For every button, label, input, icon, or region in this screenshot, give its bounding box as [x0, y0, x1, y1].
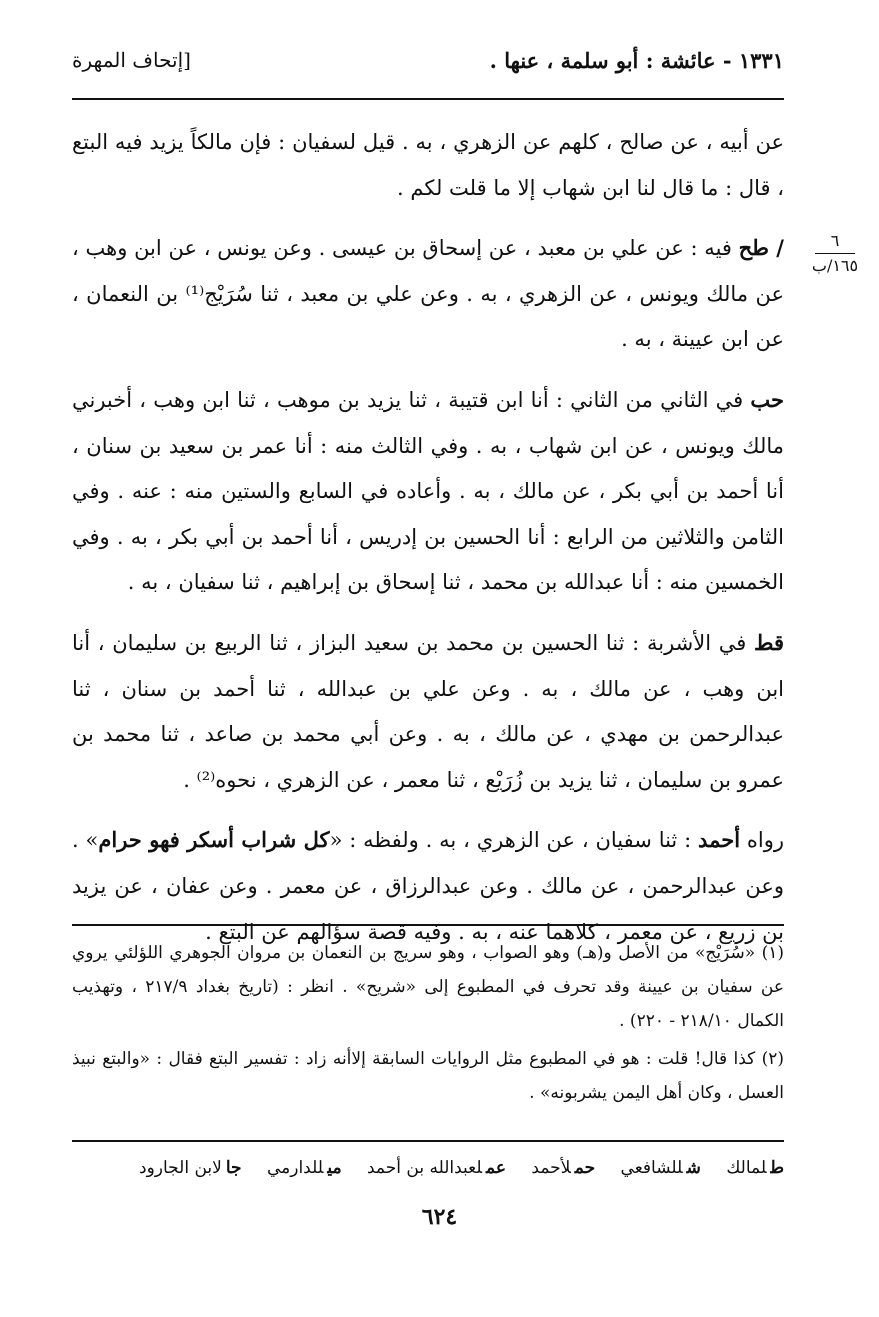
- footnote: (١) «سُرَيْج» من الأصل و(هـ) وهو الصواب ، وهو سريج بن النعمان بن مروان الجوهري اللؤلئي يروي عن سفيان بن عيينة وقد تحرف في المطبوع إلى «شريح» . انظر : (تاريخ بغداد ٢١٧/٩ ، وتهذيب الكمال ٢١٨/١٠ - ٢٢٠) .: [72, 943, 784, 1031]
- header-rule: [72, 98, 784, 100]
- source-name: أحمد: [698, 827, 741, 853]
- abbreviation-item: [531, 1158, 595, 1178]
- paragraph: [72, 120, 784, 211]
- footnote: (٢) كذا قال! قلت : هو في المطبوع مثل الروايات السابقة إلاأنه زاد : تفسير البتع فقال : «والبتع نبيذ العسل ، وكان أهل اليمن يشربونه» .: [72, 1049, 784, 1103]
- abbreviation-code: مي: [327, 1158, 342, 1178]
- paragraph: [72, 620, 784, 803]
- abbreviation-code: ط: [770, 1158, 784, 1178]
- book-title: [إتحاف المهرة: [72, 48, 191, 72]
- paragraph: [72, 377, 784, 606]
- abbreviation-item: [621, 1158, 701, 1178]
- footnote-rule: [72, 924, 784, 926]
- abbreviation-code: ش: [686, 1158, 701, 1178]
- paragraph-text: في الأشربة : ثنا الحسين بن محمد بن سعيد البزاز ، ثنا الربيع بن سليمان ، أنا ابن وهب ، عن مالك ، به . وعن علي بن عبدالله ، ثنا أحمد بن سنان ، ثنا عبدالرحمن بن مهدي ، عن مالك ، به . وعن أبي محمد بن صاعد ، ثنا محمد بن عمرو بن سليمان ، ثنا يزيد بن زُرَيْع ، ثنا معمر ، عن الزهري ، نحوه⁽²⁾ .: [72, 630, 784, 792]
- source-code: قط: [754, 629, 784, 655]
- running-header: [72, 48, 784, 88]
- abbreviations-key: [72, 1152, 784, 1184]
- abbreviation-item: [267, 1158, 342, 1178]
- paragraph-text: عن أبيه ، عن صالح ، كلهم عن الزهري ، به . قيل لسفيان : فإن مالكاً يزيد فيه البتع ، قال : ما قال لنا ابن شهاب إلا ما قلت لكم .: [72, 130, 784, 200]
- abbreviation-code: حم: [574, 1158, 596, 1178]
- paragraph: [72, 225, 784, 363]
- abbreviation-label: لعبدالله بن أحمد: [367, 1158, 482, 1178]
- margin-note-bottom: ١٦٥/ب: [811, 255, 859, 275]
- source-code: / طح: [738, 235, 784, 261]
- abbreviation-item: [726, 1158, 784, 1178]
- footnotes: [72, 936, 784, 1114]
- paragraph-text: : ثنا سفيان ، عن الزهري ، به . ولفظه : «: [329, 828, 699, 853]
- abbreviation-label: لابن الجارود: [139, 1158, 222, 1178]
- abbreviation-label: للدارمي: [266, 1158, 324, 1178]
- paragraph-text: رواه: [740, 828, 784, 853]
- margin-note-divider: [815, 253, 855, 254]
- abbreviation-code: عم: [486, 1158, 506, 1178]
- paragraph: [72, 817, 784, 955]
- main-text: [72, 120, 784, 969]
- abbreviation-code: جا: [225, 1158, 242, 1178]
- abbreviation-item: [367, 1158, 506, 1178]
- abbreviations-rule: [72, 1140, 784, 1142]
- margin-note-top: ٦: [830, 231, 840, 250]
- abbreviation-label: للشافعي: [620, 1158, 683, 1178]
- source-code: حب: [750, 386, 784, 412]
- abbreviation-label: لأحمد: [531, 1158, 571, 1178]
- margin-note: [805, 232, 865, 274]
- page-number: ٦٢٤: [421, 1204, 458, 1230]
- abbreviation-item: [139, 1158, 242, 1178]
- paragraph-text: » . وعن عبدالرحمن ، عن مالك . وعن عبدالرزاق ، عن معمر . وعن عفان ، عن يزيد بن زريع ، عن معمر ، كلاهما عنه ، به . وفيه قصة سؤالهم عن البتع .: [72, 828, 784, 944]
- paragraph-text: فيه : عن علي بن معبد ، عن إسحاق بن عيسى . وعن يونس ، عن ابن وهب ، عن مالك ويونس ، عن الزهري ، به . وعن علي بن معبد ، ثنا سُرَيْج⁽¹⁾ بن النعمان ، عن ابن عيينة ، به .: [72, 236, 784, 352]
- abbreviation-label: لمالك: [726, 1158, 767, 1178]
- chapter-heading: ١٣٣١ - عائشة : أبو سلمة ، عنها .: [489, 48, 784, 73]
- paragraph-text: في الثاني من الثاني : أنا ابن قتيبة ، ثنا يزيد بن موهب ، ثنا ابن وهب ، أخبرني مالك ويونس ، عن ابن شهاب ، به . وفي الثالث منه : أنا عمر بن سعيد بن سنان ، أنا أحمد بن أبي بكر ، عن مالك ، به . وأعاده في السابع والستين منه : عنه . وفي الثامن والثلاثين من الرابع : أنا الحسين بن إدريس ، أنا أحمد بن أبي بكر ، به . وفي الخمسين منه : أنا عبدالله بن محمد ، ثنا إسحاق بن إبراهيم ، ثنا سفيان ، به .: [72, 387, 784, 595]
- hadith-quote: كل شراب أسكر فهو حرام: [98, 827, 330, 853]
